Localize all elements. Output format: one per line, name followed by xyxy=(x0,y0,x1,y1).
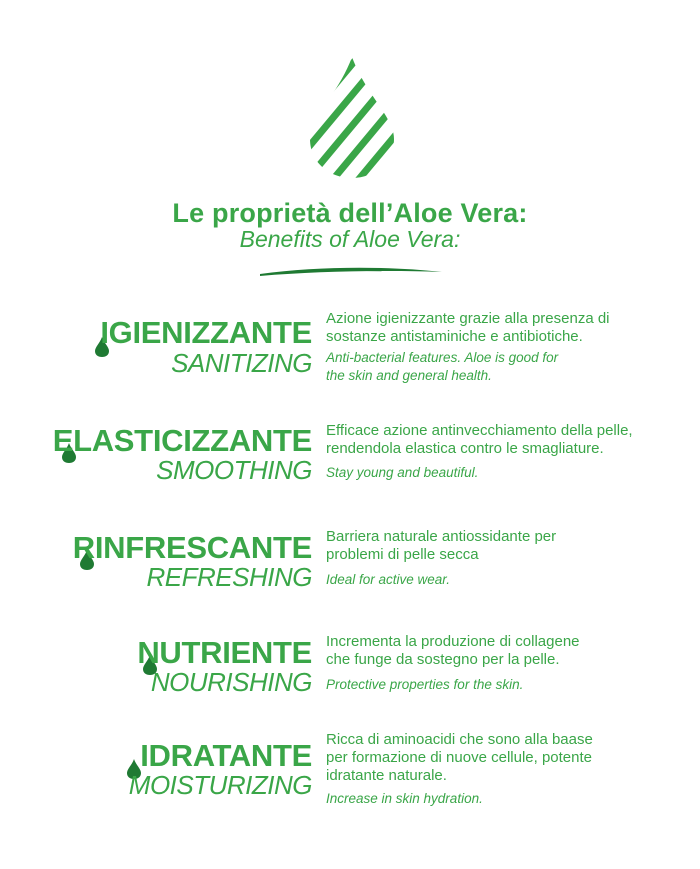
benefit-name-it: ELASTICIZZANTE xyxy=(52,423,312,458)
benefit-name-en: NOURISHING xyxy=(150,667,312,697)
striped-drop-icon xyxy=(308,55,396,180)
page-subtitle: Benefits of Aloe Vera: xyxy=(239,226,461,252)
benefit-desc-en: Stay young and beautiful. xyxy=(326,465,479,480)
benefit-desc-it: Ricca di aminoacidi che sono alla baase per formazione di nuove cellule, potente idratante naturale. xyxy=(326,731,593,784)
benefit-name-it: RINFRESCANTE xyxy=(72,530,312,565)
benefit-desc-en: Anti-bacterial features. Aloe is good for the skin and general health. xyxy=(326,350,559,383)
benefit-name-en: MOISTURIZING xyxy=(128,770,312,800)
benefit-desc-en: Increase in skin hydration. xyxy=(326,791,483,806)
benefit-desc-it: Efficace azione antinvecchiamento della pelle, rendendola elastica contro le smagliature. xyxy=(326,422,633,457)
benefit-name-en: SMOOTHING xyxy=(156,455,312,485)
page-title: Le proprietà dell’Aloe Vera: xyxy=(172,198,528,228)
benefit-desc-it: Barriera naturale antiossidante per problemi di pelle secca xyxy=(326,528,557,563)
benefit-desc-it: Incrementa la produzione di collagene che funge da sostegno per la pelle. xyxy=(326,633,580,668)
benefit-desc-it: Azione igienizzante grazie alla presenza di sostanze antistaminiche e antibiotiche. xyxy=(326,310,610,345)
benefit-desc-en: Ideal for active wear. xyxy=(326,572,451,587)
benefit-name-it: IGIENIZZANTE xyxy=(100,315,312,350)
benefit-name-en: REFRESHING xyxy=(146,562,312,592)
divider xyxy=(258,266,444,278)
benefit-name-it: IDRATANTE xyxy=(140,738,312,773)
benefit-desc-en: Protective properties for the skin. xyxy=(326,677,524,692)
benefit-name-en: SANITIZING xyxy=(171,348,312,378)
benefit-name-it: NUTRIENTE xyxy=(137,635,312,670)
